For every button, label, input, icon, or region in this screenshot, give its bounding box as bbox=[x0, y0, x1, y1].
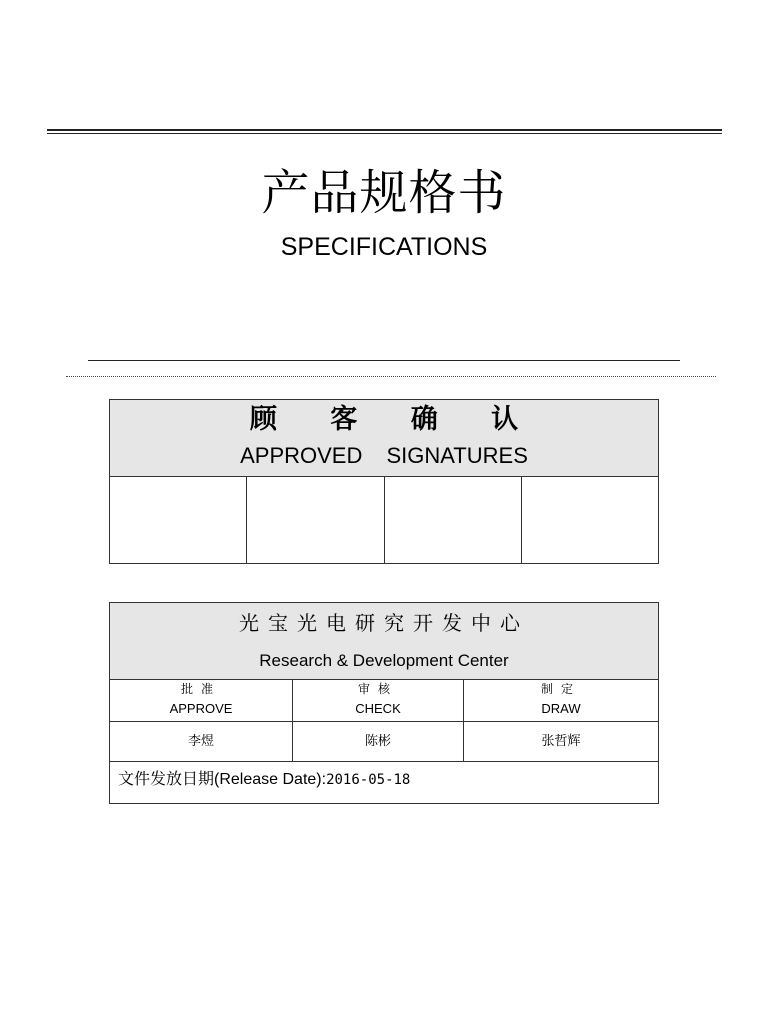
divider-line bbox=[88, 360, 680, 361]
role-label-chinese: 批准 bbox=[180, 682, 221, 696]
rd-center-table bbox=[109, 602, 659, 804]
rd-center-header bbox=[110, 603, 658, 680]
document-title-english: SPECIFICATIONS bbox=[280, 233, 488, 261]
approved-signatures-title-english: APPROVED SIGNATURES bbox=[240, 443, 528, 468]
signature-cell bbox=[522, 477, 658, 563]
role-label-english: DRAW bbox=[541, 701, 581, 716]
role-cell-approve bbox=[110, 680, 293, 721]
top-double-rule-inner bbox=[47, 133, 722, 134]
approved-signatures-table bbox=[109, 399, 659, 564]
signer-name-draw: 张哲辉 bbox=[541, 734, 581, 749]
signer-name-approve: 李煜 bbox=[110, 722, 293, 761]
signature-cell bbox=[385, 477, 522, 563]
release-label-chinese: 文件发放日期 bbox=[118, 769, 215, 788]
role-label-chinese: 审核 bbox=[357, 682, 398, 696]
release-label-english: (Release Date) bbox=[214, 771, 322, 788]
release-date-line bbox=[118, 768, 410, 791]
signer-row bbox=[110, 722, 658, 762]
approved-signatures-header bbox=[110, 400, 658, 477]
approved-signatures-title-chinese: 顾 客 确 认 bbox=[249, 404, 519, 435]
role-cell-check bbox=[293, 680, 464, 721]
role-row bbox=[110, 680, 658, 722]
top-double-rule bbox=[47, 129, 722, 131]
rd-center-title-chinese: 光宝光电研究开发中心 bbox=[239, 611, 529, 635]
signature-cells-row bbox=[110, 477, 658, 563]
role-label-english: CHECK bbox=[355, 701, 401, 716]
role-cell-draw bbox=[464, 680, 658, 721]
dotted-divider-line bbox=[66, 376, 716, 377]
release-separator: : bbox=[321, 771, 327, 788]
signature-cell bbox=[110, 477, 247, 563]
rd-center-title-english: Research & Development Center bbox=[259, 651, 509, 670]
release-date-value: 2016-05-18 bbox=[326, 772, 411, 788]
document-title-chinese: 产品规格书 bbox=[261, 165, 507, 221]
signature-cell bbox=[247, 477, 384, 563]
role-label-chinese: 制定 bbox=[540, 682, 581, 696]
signer-name-check: 陈彬 bbox=[293, 722, 464, 761]
role-label-english: APPROVE bbox=[169, 701, 233, 716]
